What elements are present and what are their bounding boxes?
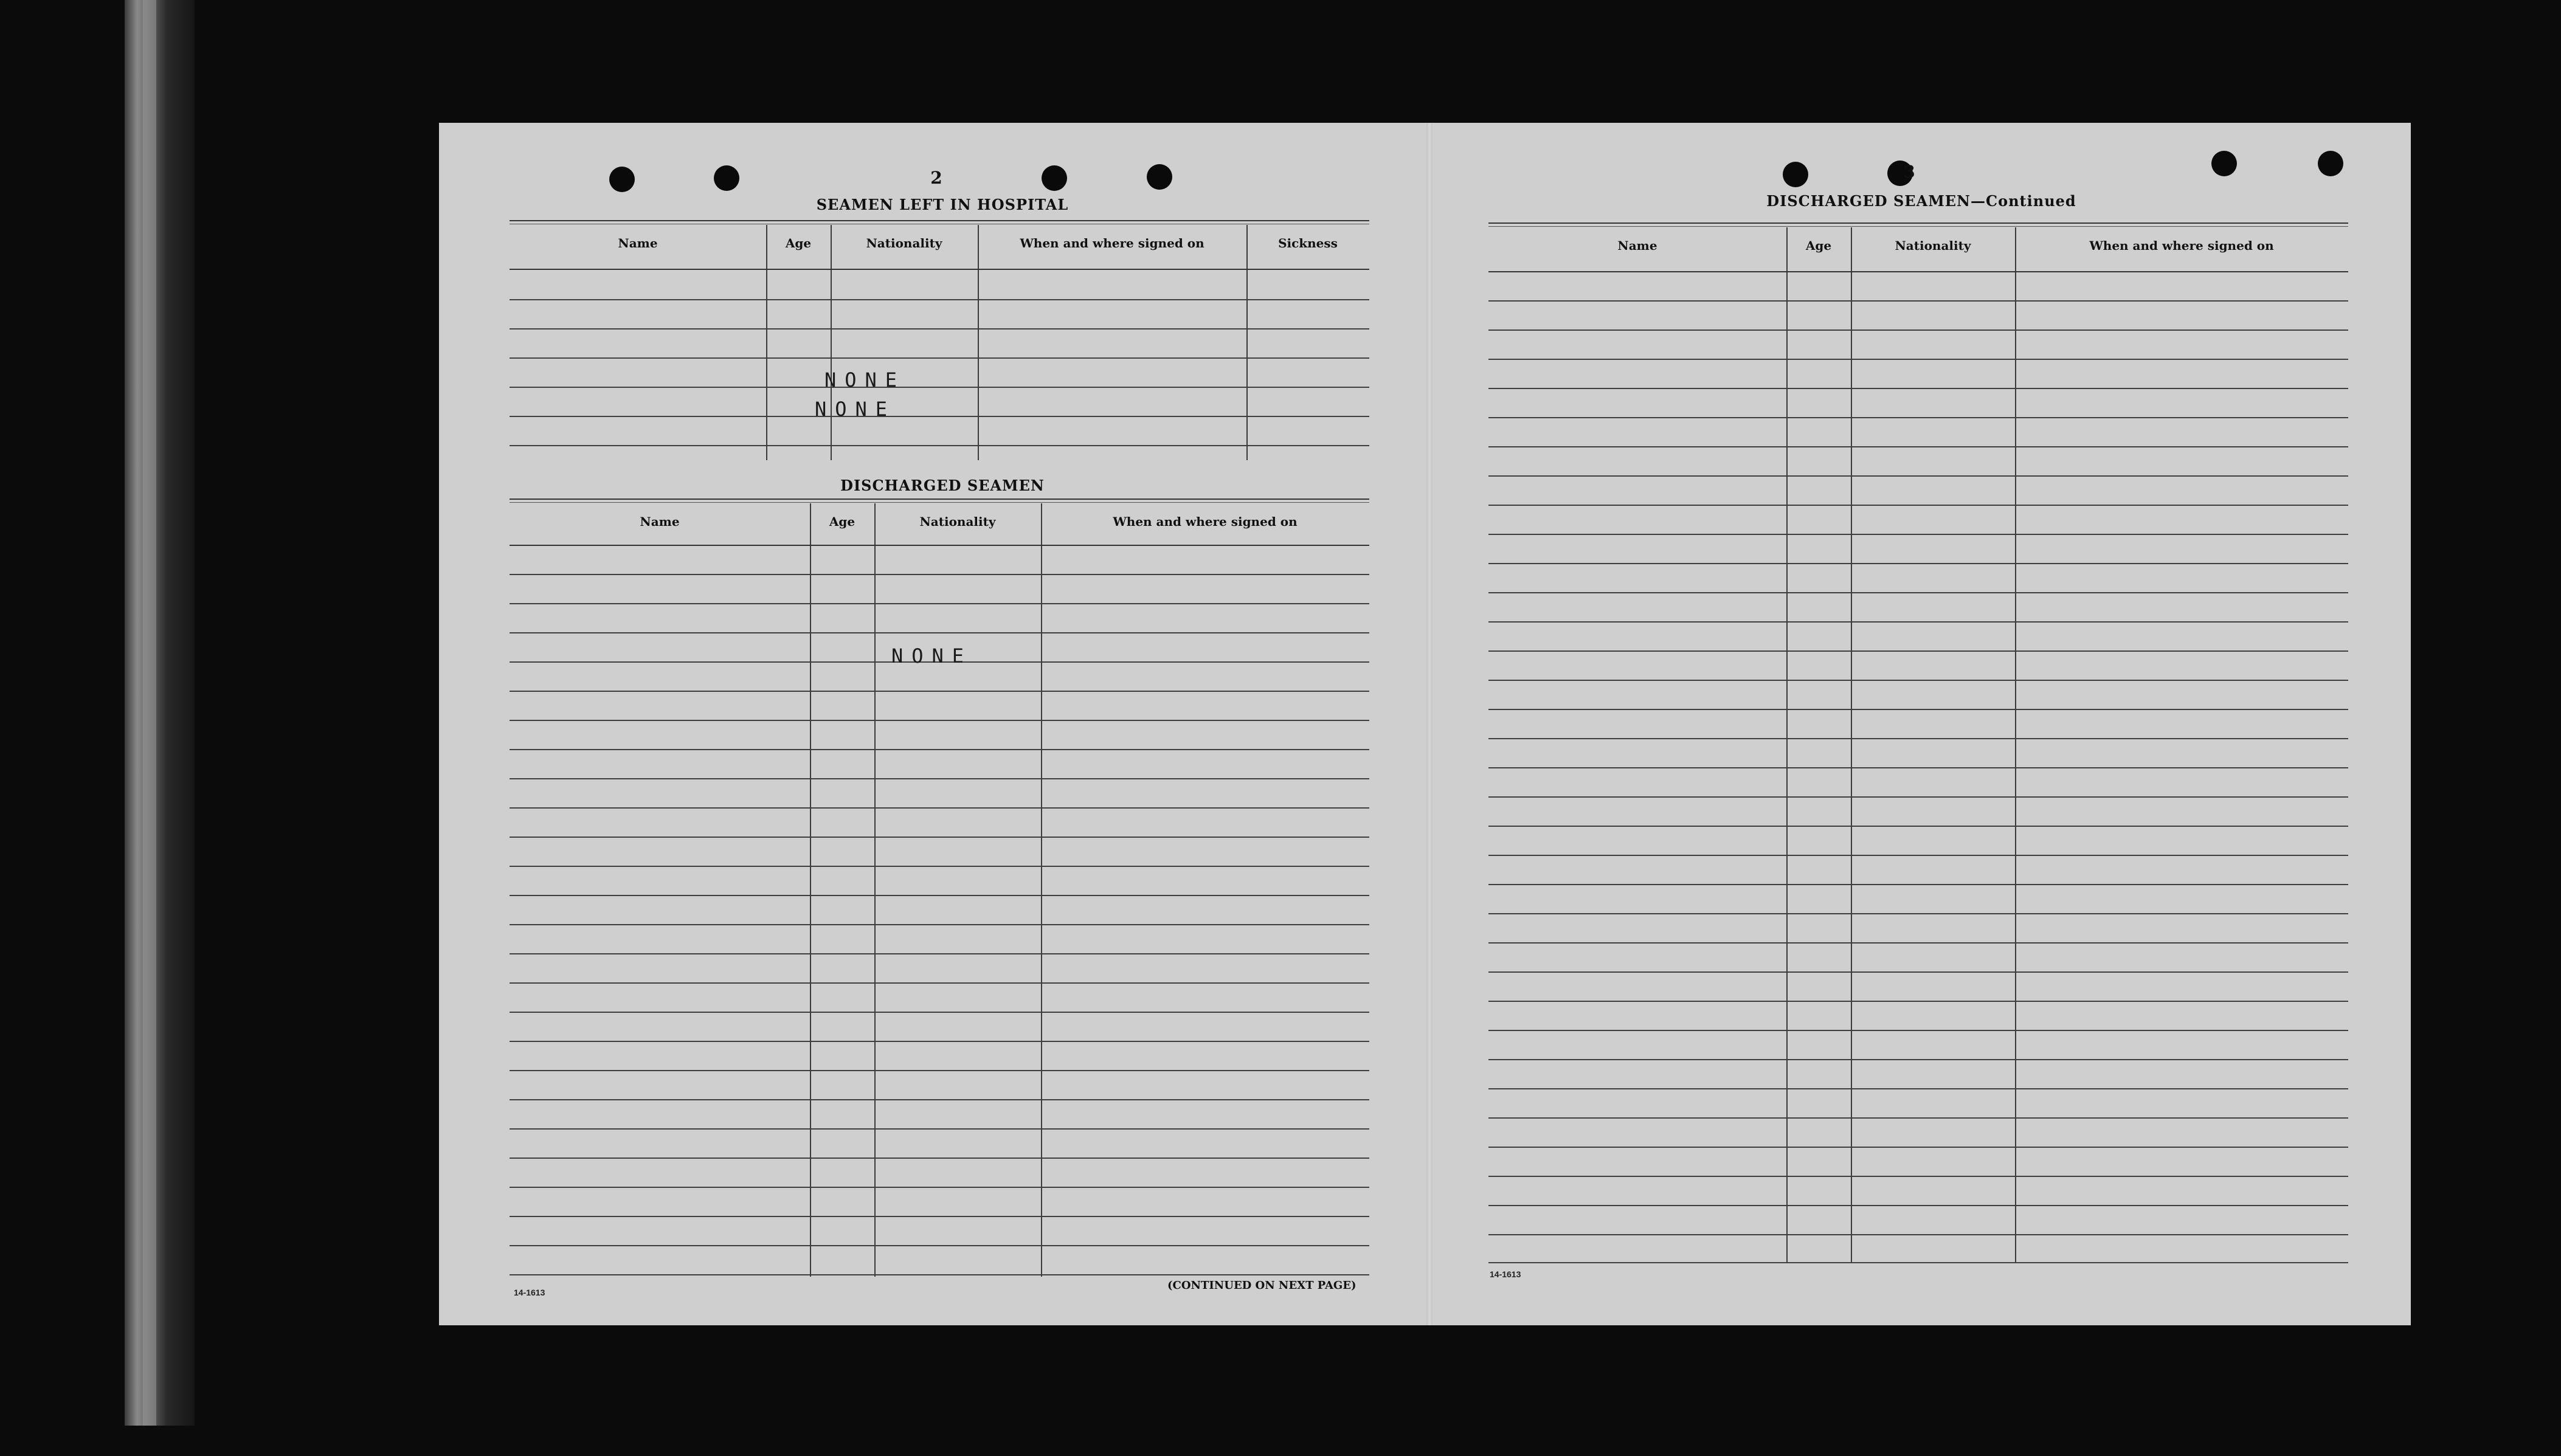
typed-entry-none: NONE xyxy=(891,644,973,668)
discharged-section-title: DISCHARGED SEAMEN xyxy=(840,477,1045,494)
punch-hole xyxy=(1783,162,1808,187)
typed-entry-none: NONE xyxy=(815,398,896,421)
column-header-nationality: Nationality xyxy=(919,514,996,529)
hospital-section-title: SEAMEN LEFT IN HOSPITAL xyxy=(816,196,1069,213)
discharged-continued-table xyxy=(1488,223,2348,1263)
punch-hole xyxy=(714,165,739,191)
column-header-signed-on: When and where signed on xyxy=(1113,514,1298,529)
column-header-name: Name xyxy=(1617,238,1657,253)
form-number-left: 14-1613 xyxy=(514,1288,545,1297)
column-header-nationality: Nationality xyxy=(866,236,942,250)
column-header-sickness: Sickness xyxy=(1278,236,1338,250)
discharged-table xyxy=(510,499,1369,1277)
punch-hole xyxy=(1042,165,1067,191)
column-header-nationality: Nationality xyxy=(1895,238,1971,253)
film-strip-edge xyxy=(125,0,195,1426)
form-number-right: 14-1613 xyxy=(1490,1269,1521,1279)
column-header-name: Name xyxy=(618,236,658,250)
column-header-age: Age xyxy=(785,236,812,250)
page-number-left: 2 xyxy=(930,168,942,188)
column-header-name: Name xyxy=(640,514,680,529)
column-header-age: Age xyxy=(1805,238,1832,253)
punch-hole xyxy=(2318,151,2343,176)
column-header-signed-on: When and where signed on xyxy=(2089,238,2274,253)
page-fold xyxy=(1426,123,1433,1325)
typed-entry-none: NONE xyxy=(824,368,906,392)
continued-note: (CONTINUED ON NEXT PAGE) xyxy=(1167,1279,1357,1292)
hospital-table xyxy=(510,220,1369,460)
punch-hole xyxy=(1147,164,1172,190)
page-number-right: 3 xyxy=(1903,162,1915,182)
discharged-continued-section-title: DISCHARGED SEAMEN—Continued xyxy=(1766,192,2076,210)
column-header-signed-on: When and where signed on xyxy=(1020,236,1204,250)
punch-hole xyxy=(609,167,635,192)
column-header-age: Age xyxy=(829,514,855,529)
film-strip-highlight xyxy=(143,0,156,1426)
punch-hole xyxy=(2211,151,2237,176)
